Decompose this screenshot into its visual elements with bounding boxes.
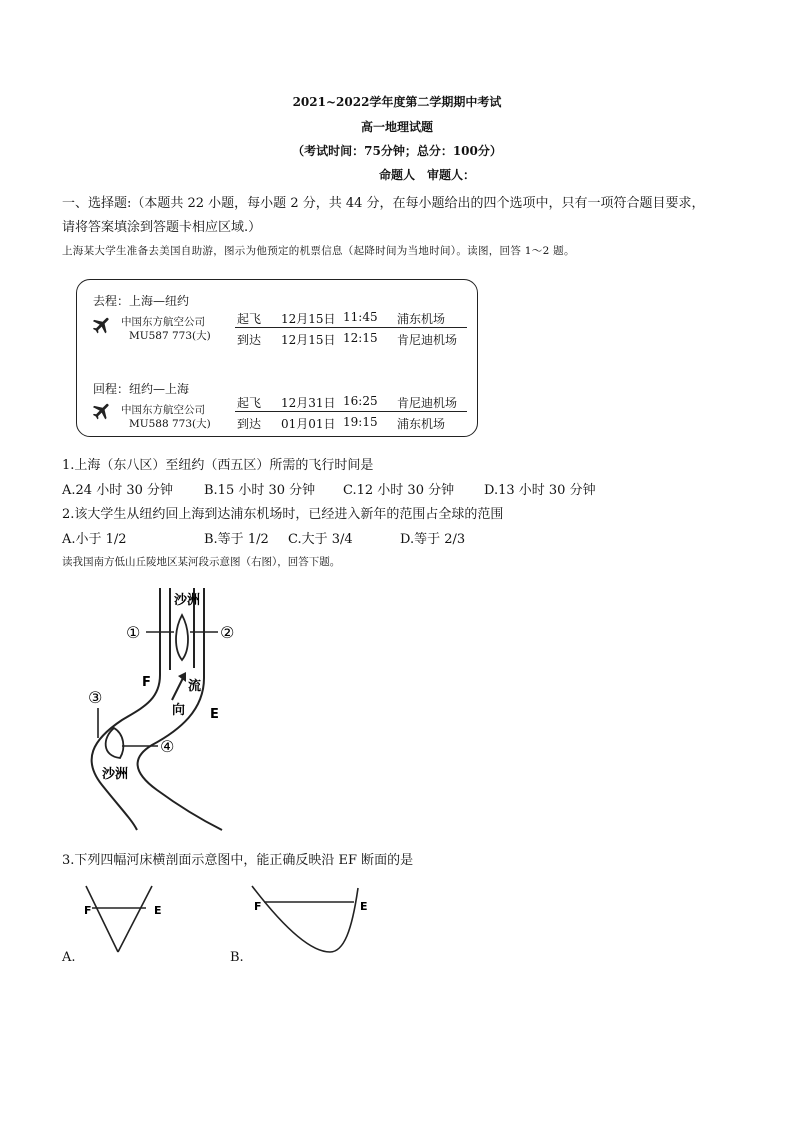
marker-2: ② xyxy=(220,623,235,642)
q3-stem: 3.下列四幅河床横剖面示意图中，能正确反映沿 EF 断面的是 xyxy=(62,853,414,868)
sandbar-bottom-label: 沙洲 xyxy=(102,767,129,782)
return-arrive-time: 19:15 xyxy=(343,415,378,429)
sandbar-bottom-shape xyxy=(106,728,124,758)
q2-stem: 2.该大学生从纽约回上海到达浦东机场时，已经进入新年的范围占全球的范围 xyxy=(62,507,504,522)
marker-3: ③ xyxy=(88,688,103,707)
authors-line: 命题人 审题人： xyxy=(378,168,475,182)
q2-option-a: A.小于 1/2 xyxy=(62,532,127,547)
q1-option-c: C.12 小时 30 分钟 xyxy=(343,483,455,498)
return-depart-date: 12月31日 xyxy=(281,396,336,410)
q3-option-a-diagram xyxy=(80,880,170,960)
intro-q3: 读我国南方低山丘陵地区某河段示意图（右图），回答下题。 xyxy=(62,556,341,568)
flow-arrow xyxy=(172,676,184,700)
flow-label-2: 向 xyxy=(172,703,186,718)
outbound-airline: 中国东方航空公司 xyxy=(121,316,205,328)
q3-option-b-label: B. xyxy=(230,950,244,965)
q3-a-f-label: F xyxy=(84,904,92,917)
airplane-icon xyxy=(91,314,113,336)
outbound-arrive-time: 12:15 xyxy=(343,331,378,345)
subject-title: 高一地理试题 xyxy=(360,120,433,134)
sandbar-top-label: 沙洲 xyxy=(174,593,201,608)
q2-option-d: D.等于 2/3 xyxy=(400,532,466,547)
exam-info: （考试时间：75分钟；总分：100分） xyxy=(292,144,502,158)
q1-option-d: D.13 小时 30 分钟 xyxy=(484,483,596,498)
outbound-depart-airport: 浦东机场 xyxy=(397,312,446,326)
outbound-depart-label: 起飞 xyxy=(237,312,262,326)
outbound-route: 去程：上海—纽约 xyxy=(93,294,190,308)
return-depart-time: 16:25 xyxy=(343,394,378,408)
q2-option-c: C.大于 3/4 xyxy=(288,532,353,547)
return-arrive-label: 到达 xyxy=(237,417,262,431)
outbound-arrive-airport: 肯尼迪机场 xyxy=(397,333,458,347)
q3-option-a-label: A. xyxy=(62,950,76,965)
q1-stem: 1.上海（东八区）至纽约（西五区）所需的飞行时间是 xyxy=(62,458,374,473)
point-f-label: F xyxy=(142,675,151,690)
outbound-depart-time: 11:45 xyxy=(343,310,378,324)
return-divider xyxy=(235,411,467,412)
return-depart-airport: 肯尼迪机场 xyxy=(397,396,458,410)
section-instructions-line2: 请将答案填涂到答题卡相应区域.） xyxy=(62,220,262,235)
return-airline: 中国东方航空公司 xyxy=(121,404,205,416)
sandbar-top-shape xyxy=(176,615,188,660)
return-arrive-date: 01月01日 xyxy=(281,417,336,431)
q1-option-a: A.24 小时 30 分钟 xyxy=(62,483,174,498)
return-route: 回程：纽约—上海 xyxy=(93,382,190,396)
outbound-depart-date: 12月15日 xyxy=(281,312,336,326)
outbound-flight: MU587 773(大) xyxy=(129,330,211,342)
river-section-map xyxy=(62,580,262,835)
q3-option-b-diagram xyxy=(248,880,378,960)
point-e-label: E xyxy=(210,707,219,722)
outbound-divider xyxy=(235,327,467,328)
ticket-info-box xyxy=(76,279,478,437)
return-arrive-airport: 浦东机场 xyxy=(397,417,446,431)
q1-option-b: B.15 小时 30 分钟 xyxy=(204,483,316,498)
marker-4: ④ xyxy=(160,737,175,756)
exam-title: 2021~2022学年度第二学期期中考试 xyxy=(292,95,502,109)
q3-b-f-label: F xyxy=(254,900,262,913)
flow-label-1: 流 xyxy=(188,679,202,694)
return-flight: MU588 773(大) xyxy=(129,418,211,430)
q3-a-e-label: E xyxy=(154,904,162,917)
marker-1: ① xyxy=(126,623,141,642)
section-instructions-line1: 一、选择题:（本题共 22 小题，每小题 2 分，共 44 分，在每小题给出的四个选项中，只有一项符合题目要求， xyxy=(62,196,705,211)
outbound-arrive-label: 到达 xyxy=(237,333,262,347)
airplane-icon xyxy=(91,400,113,422)
q3-b-e-label: E xyxy=(360,900,368,913)
intro-q1-2: 上海某大学生准备去美国自助游，图示为他预定的机票信息（起降时间为当地时间）。读图，回答 1～2 题。 xyxy=(62,245,575,257)
outbound-arrive-date: 12月15日 xyxy=(281,333,336,347)
return-depart-label: 起飞 xyxy=(237,396,262,410)
q2-option-b: B.等于 1/2 xyxy=(204,532,269,547)
